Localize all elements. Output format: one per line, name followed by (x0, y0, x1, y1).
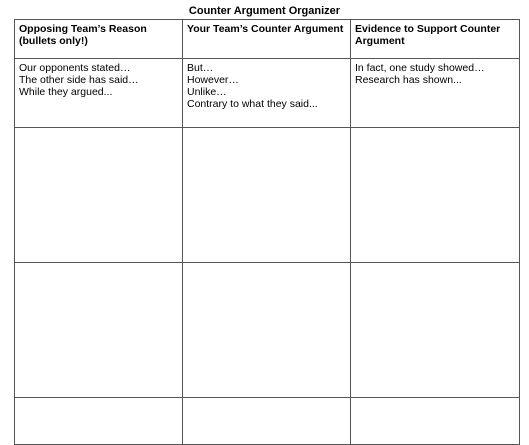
cell-evidence[interactable] (351, 128, 520, 263)
cell-opposing-reason[interactable] (15, 263, 183, 398)
document-title: Counter Argument Organizer (188, 5, 341, 17)
prompt-text: In fact, one study showed… (355, 62, 485, 74)
cell-evidence[interactable] (351, 263, 520, 398)
cell-counter-argument[interactable] (183, 398, 351, 445)
cell-counter-argument[interactable] (183, 59, 351, 128)
header-opposing-reason: Opposing Team’s Reason (bullets only!) (15, 20, 183, 59)
table-row (15, 398, 520, 445)
table-header-row (15, 20, 520, 59)
cell-opposing-reason[interactable] (15, 128, 183, 263)
prompt-text: Contrary to what they said... (187, 98, 318, 110)
prompt-text: But… (187, 62, 214, 74)
prompt-text: Our opponents stated… (19, 62, 131, 74)
cell-counter-argument[interactable] (183, 128, 351, 263)
counter-argument-table (14, 19, 520, 445)
cell-opposing-reason[interactable] (15, 59, 183, 128)
prompt-text: Research has shown... (355, 74, 462, 86)
cell-evidence[interactable] (351, 398, 520, 445)
table-row (15, 128, 520, 263)
cell-opposing-reason[interactable] (15, 398, 183, 445)
cell-evidence[interactable] (351, 59, 520, 128)
cell-counter-argument[interactable] (183, 263, 351, 398)
table-row (15, 59, 520, 128)
prompt-text: However… (187, 74, 239, 86)
header-counter-argument: Your Team’s Counter Argument (183, 20, 351, 59)
prompt-text: While they argued... (19, 86, 113, 98)
table-row (15, 263, 520, 398)
header-evidence: Evidence to Support Counter Argument (351, 20, 520, 59)
prompt-text: Unlike… (187, 86, 227, 98)
prompt-text: The other side has said… (19, 74, 139, 86)
